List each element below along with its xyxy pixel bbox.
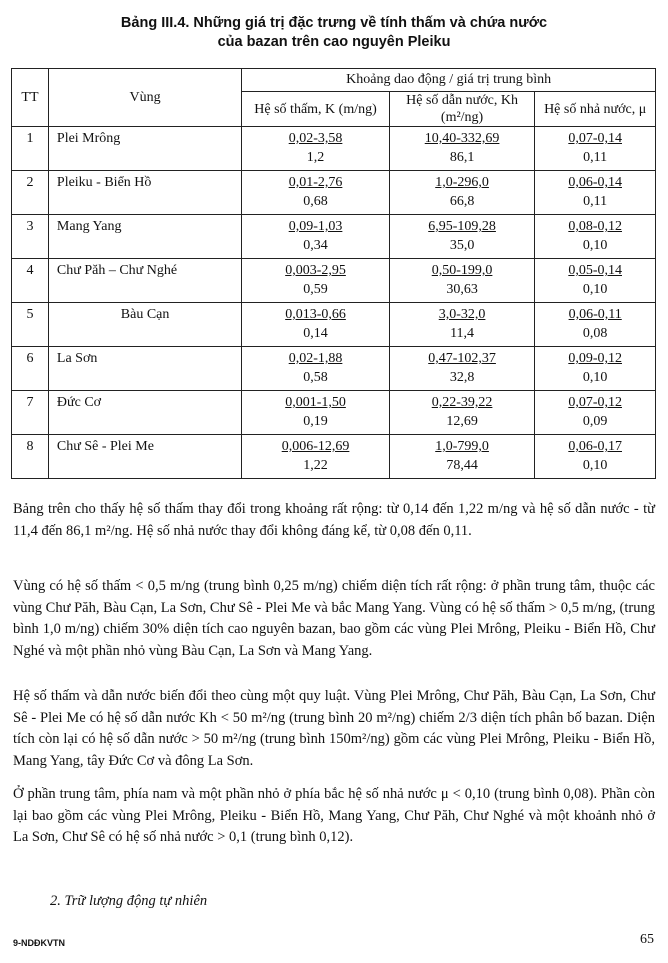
k-cell [242, 259, 390, 303]
mu-cell [535, 391, 656, 435]
header-kh: Hệ số dẫn nước, Kh (m²/ng) [389, 92, 535, 127]
k-cell [242, 215, 390, 259]
k-range: 0,006-12,69 [281, 439, 350, 454]
table-caption [0, 14, 668, 52]
paragraph-2: Vùng có hệ số thấm < 0,5 m/ng (trung bình 0,25 m/ng) chiếm diện tích rất rộng: ở phần trung tâm, thuộc các vùng Chư Păh, Bàu Cạn, La Sơn, Chư Sê - Plei Me và bắc Mang Yang. Vùng có hệ số thấm > 0,5 m/ng, (trung bình 1,0 m/ng) chiếm 30% diện tích cao nguyên bazan, bao gồm các vùng Plei Mrông, Pleiku - Biển Hồ, Chư Nghé và một phần nhỏ vùng Bàu Cạn, La Sơn và Mang Yang. [13, 578, 655, 659]
kh-average: 78,44 [446, 458, 478, 473]
kh-average: 30,63 [446, 282, 478, 297]
mu-range: 0,07-0,12 [568, 395, 622, 410]
region-cell [48, 347, 241, 391]
region-cell [48, 127, 241, 171]
row-number-cell [12, 215, 49, 259]
caption-line-2: của bazan trên cao nguyên Pleiku [217, 34, 451, 50]
row-number-cell [12, 171, 49, 215]
kh-average: 12,69 [446, 414, 478, 429]
header-region: Vùng [48, 69, 241, 127]
kh-cell [389, 303, 535, 347]
paragraph-3: Hệ số thấm và dẫn nước biến đổi theo cùng một quy luật. Vùng Plei Mrông, Chư Păh, Bàu Cạn, La Sơn, Chư Sê - Plei Me có hệ số dẫn nước Kh < 50 m²/ng (trung bình 20 m²/ng) chiếm 2/3 diện tích phân bố bazan. Diện tích còn lại có hệ số dẫn nước > 50 m²/ng (trung bình 150m²/ng) gồm các vùng Plei Mrông, Pleiku - Biển Hồ, Mang Yang, tây Đức Cơ và đông La Sơn. [13, 688, 655, 769]
row-number-cell [12, 303, 49, 347]
k-cell [242, 391, 390, 435]
region-name: Đức Cơ [56, 395, 102, 410]
kh-cell [389, 171, 535, 215]
caption-line-1: Bảng III.4. Những giá trị đặc trưng về tính thấm và chứa nước [120, 15, 548, 31]
mu-range: 0,06-0,11 [568, 307, 622, 322]
mu-average: 0,08 [582, 326, 608, 341]
mu-cell [535, 259, 656, 303]
row-number: 3 [26, 219, 34, 234]
row-number-cell [12, 347, 49, 391]
k-range: 0,02-3,58 [288, 131, 343, 146]
k-average: 1,22 [303, 458, 328, 473]
header-group: Khoảng dao động / giá trị trung bình [242, 69, 656, 92]
k-average: 0,58 [303, 370, 328, 385]
kh-range: 0,50-199,0 [431, 263, 493, 278]
region-name: La Sơn [56, 351, 98, 366]
region-cell [48, 259, 241, 303]
k-range: 0,09-1,03 [288, 219, 343, 234]
kh-range: 1,0-799,0 [435, 439, 489, 454]
k-average: 0,68 [303, 194, 328, 209]
kh-range: 10,40-332,69 [424, 131, 500, 146]
region-name: Mang Yang [56, 219, 122, 234]
row-number-cell [12, 435, 49, 479]
mu-range: 0,08-0,12 [568, 219, 622, 234]
row-number: 8 [26, 439, 34, 454]
mu-cell [535, 435, 656, 479]
kh-range: 0,47-102,37 [428, 351, 496, 366]
header-tt: TT [12, 69, 49, 127]
k-cell [242, 303, 390, 347]
k-cell [242, 347, 390, 391]
region-cell [48, 303, 241, 347]
table-row [12, 215, 656, 259]
mu-cell [535, 215, 656, 259]
region-cell [48, 171, 241, 215]
k-range: 0,01-2,76 [288, 175, 343, 190]
mu-range: 0,05-0,14 [568, 263, 622, 278]
row-number: 6 [26, 351, 34, 366]
kh-average: 35,0 [449, 238, 475, 253]
k-average: 1,2 [306, 150, 325, 165]
mu-cell [535, 127, 656, 171]
paragraph-1: Bảng trên cho thấy hệ số thấm thay đổi trong khoảng rất rộng: từ 0,14 đến 1,22 m/ng và hệ số dẫn nước - từ 11,4 đến 86,1 m²/ng. Hệ số nhả nước thay đổi không đáng kể, từ 0,08 đến 0,11. [13, 501, 655, 539]
row-number-cell [12, 127, 49, 171]
kh-range: 0,22-39,22 [431, 395, 493, 410]
row-number: 5 [26, 307, 34, 322]
region-name: Chư Sê - Plei Me [56, 439, 154, 454]
mu-average: 0,10 [582, 458, 608, 473]
row-number-cell [12, 391, 49, 435]
kh-cell [389, 391, 535, 435]
k-range: 0,001-1,50 [285, 395, 346, 410]
k-average: 0,14 [303, 326, 328, 341]
mu-cell [535, 171, 656, 215]
region-name: Chư Păh – Chư Nghé [56, 263, 178, 278]
mu-range: 0,09-0,12 [568, 351, 622, 366]
region-cell [48, 391, 241, 435]
k-range: 0,003-2,95 [285, 263, 346, 278]
table-row [12, 259, 656, 303]
row-number: 1 [26, 131, 34, 146]
region-cell [48, 215, 241, 259]
mu-range: 0,07-0,14 [568, 131, 622, 146]
region-name: Plei Mrông [56, 131, 121, 146]
row-number: 4 [26, 263, 34, 278]
region-name: Pleiku - Biển Hồ [56, 175, 152, 190]
kh-cell [389, 259, 535, 303]
k-average: 0,59 [303, 282, 328, 297]
k-cell [242, 171, 390, 215]
k-cell [242, 435, 390, 479]
kh-range: 1,0-296,0 [435, 175, 489, 190]
kh-cell [389, 347, 535, 391]
mu-average: 0,09 [582, 414, 608, 429]
k-average: 0,19 [303, 414, 328, 429]
kh-cell [389, 435, 535, 479]
kh-average: 86,1 [449, 150, 475, 165]
section-subheading: 2. Trữ lượng động tự nhiên [50, 893, 208, 909]
data-table [11, 68, 656, 479]
region-cell [48, 435, 241, 479]
table-row [12, 303, 656, 347]
row-number-cell [12, 259, 49, 303]
mu-average: 0,10 [582, 282, 608, 297]
kh-range: 6,95-109,28 [428, 219, 496, 234]
mu-cell [535, 347, 656, 391]
mu-average: 0,10 [582, 370, 608, 385]
mu-range: 0,06-0,14 [568, 175, 622, 190]
table-row [12, 127, 656, 171]
header-mu: Hệ số nhả nước, μ [535, 92, 656, 127]
mu-range: 0,06-0,17 [568, 439, 622, 454]
kh-average: 32,8 [449, 370, 475, 385]
kh-average: 11,4 [450, 326, 475, 341]
k-average: 0,34 [303, 238, 328, 253]
row-number: 7 [26, 395, 34, 410]
mu-average: 0,11 [583, 150, 608, 165]
table-row [12, 171, 656, 215]
region-name: Bàu Cạn [120, 307, 170, 322]
k-cell [242, 127, 390, 171]
paragraph-4: Ở phần trung tâm, phía nam và một phần nhỏ ở phía bắc hệ số nhả nước μ < 0,10 (trung bình 0,08). Phần còn lại bao gồm các vùng Plei Mrông, Pleiku - Biển Hồ, Mang Yang, Chư Păh, Chư Nghé và một khoảnh nhỏ ở La Sơn, Chư Sê có hệ số nhả nước > 0,1 (trung bình 0,12). [13, 786, 655, 845]
mu-average: 0,11 [583, 194, 608, 209]
footer-code: 9-NDĐKVTN [13, 938, 66, 948]
kh-average: 66,8 [449, 194, 475, 209]
row-number: 2 [26, 175, 34, 190]
kh-cell [389, 215, 535, 259]
k-range: 0,02-1,88 [288, 351, 343, 366]
mu-average: 0,10 [582, 238, 608, 253]
table-row [12, 435, 656, 479]
k-range: 0,013-0,66 [285, 307, 346, 322]
kh-cell [389, 127, 535, 171]
kh-range: 3,0-32,0 [438, 307, 486, 322]
mu-cell [535, 303, 656, 347]
table-row [12, 391, 656, 435]
table-row [12, 347, 656, 391]
page-number: 65 [640, 932, 654, 947]
header-k: Hệ số thấm, K (m/ng) [242, 92, 390, 127]
